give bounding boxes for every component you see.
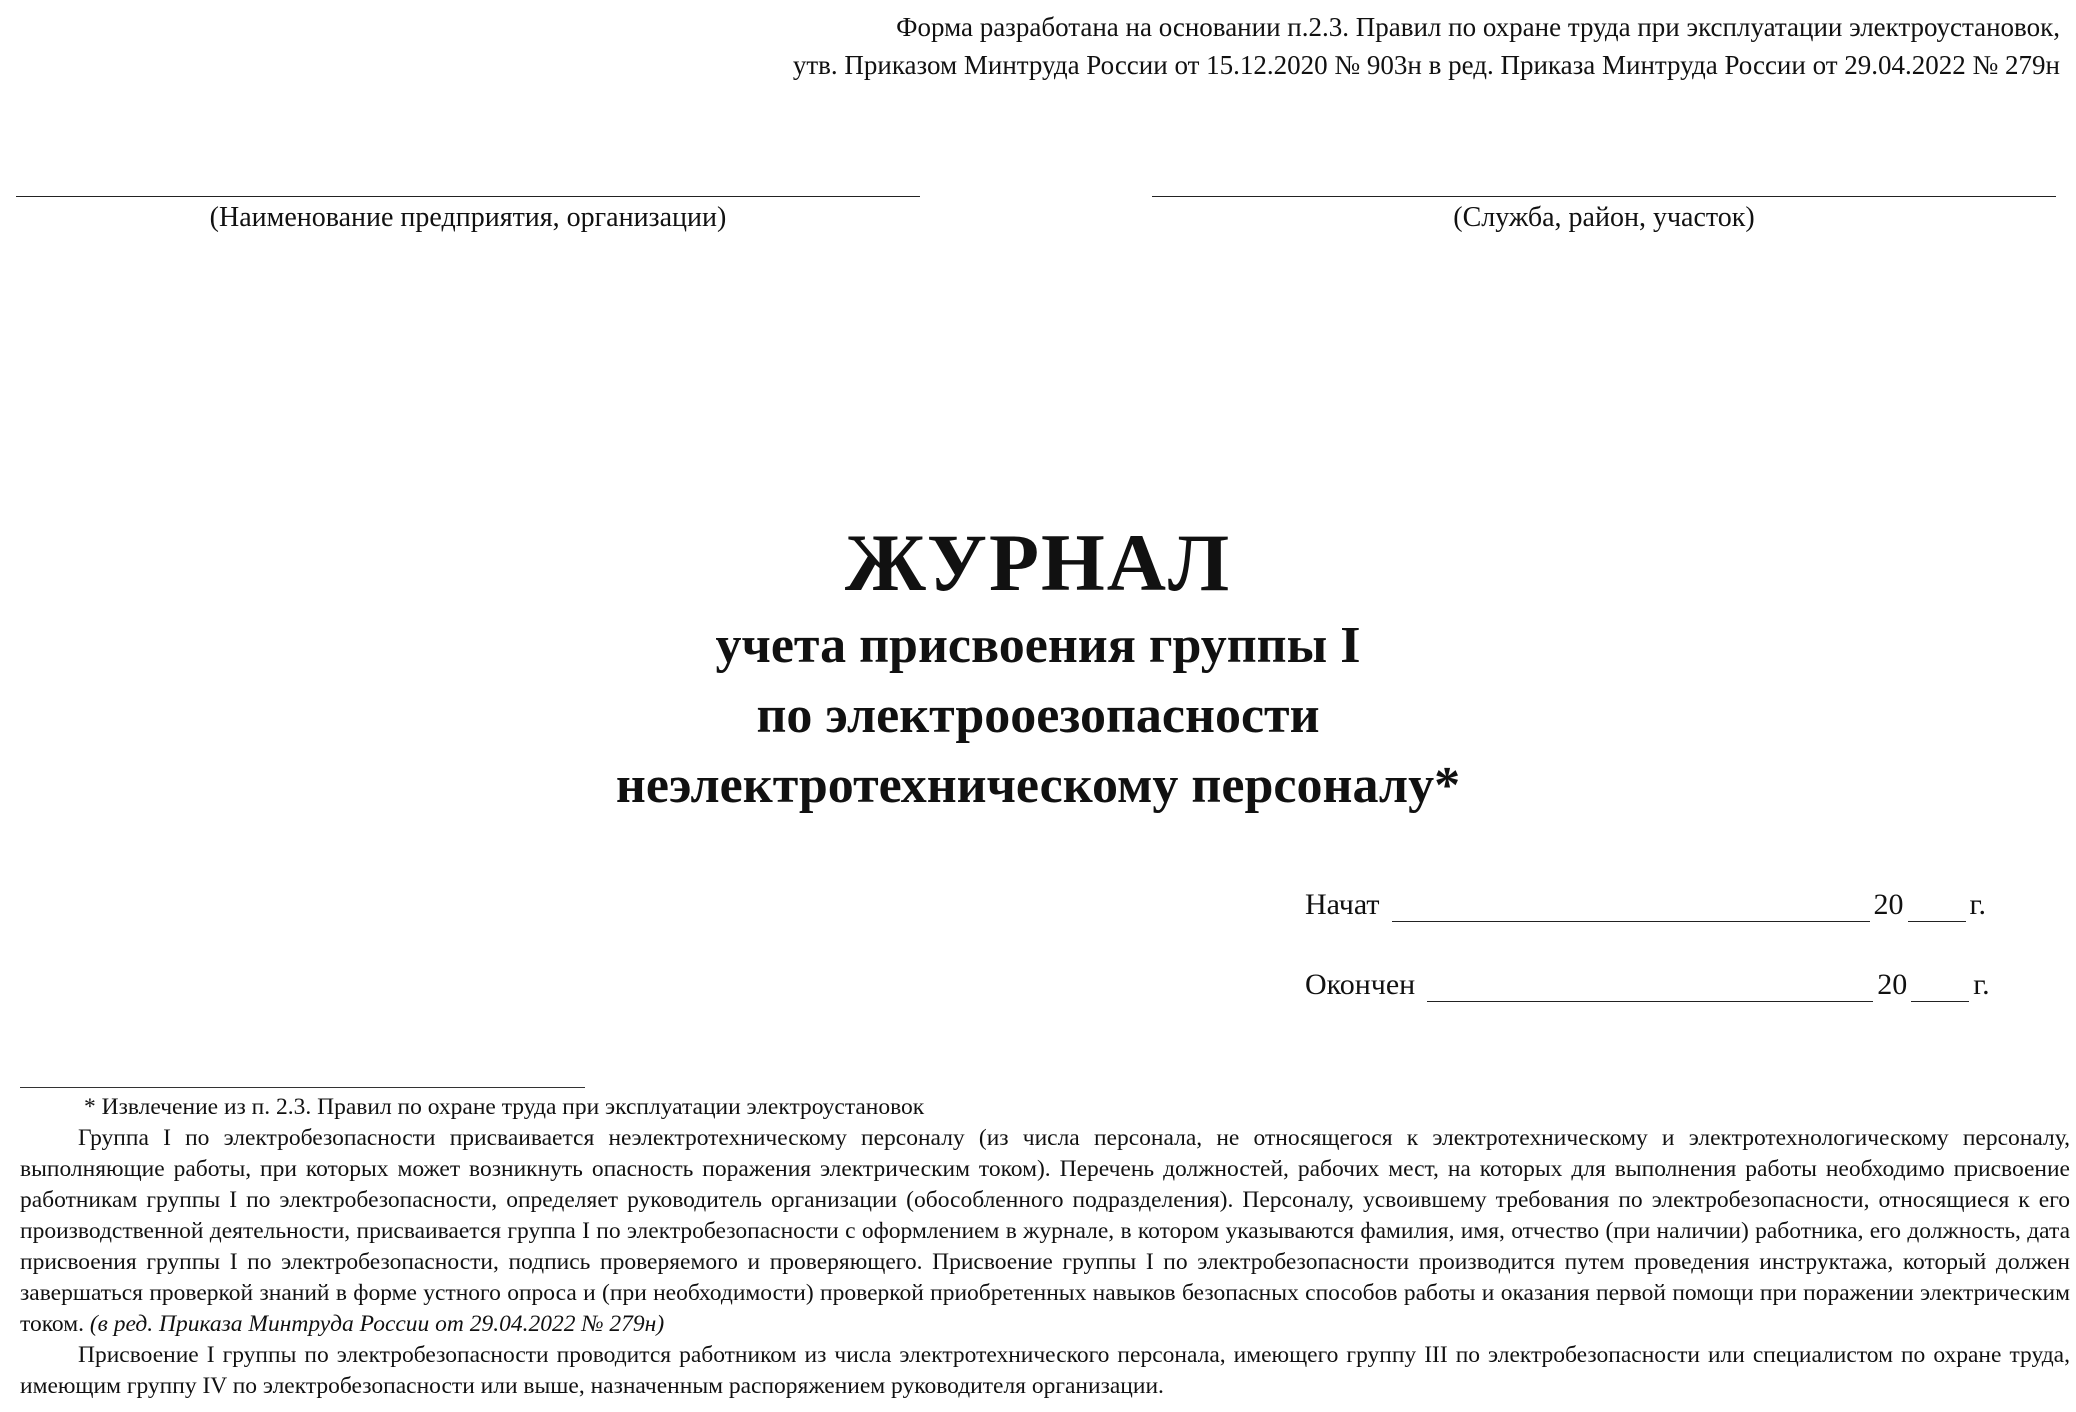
footnote-divider [20, 1087, 585, 1088]
footnote-paragraph-1 [20, 1123, 2070, 1340]
form-basis-line-2: утв. Приказом Минтруда России от 15.12.2020 № 903н в ред. Приказа Минтруда России от 29.04.2022 № 279н [792, 50, 2060, 80]
started-label: Начат [1305, 888, 1380, 921]
organization-caption: (Наименование предприятия, организации) [209, 202, 727, 233]
journal-title: ЖУРНАЛ [844, 517, 1232, 608]
journal-subtitle-line-3: неэлектротехническому персоналу* [615, 757, 1461, 814]
form-basis-note [793, 8, 2060, 84]
started-date-field[interactable] [1392, 895, 1870, 922]
ended-date-row [1305, 968, 1990, 1002]
journal-subtitle-line-2: по электрооезопасности [756, 687, 1320, 744]
ended-year-suffix: г. [1973, 968, 1990, 1001]
footnote-heading: * Извлечение из п. 2.3. Правил по охране труда при эксплуатации электроустановок [84, 1094, 925, 1120]
started-year-suffix: г. [1969, 888, 1986, 921]
form-basis-line-1: Форма разработана на основании п.2.3. Правил по охране труда при эксплуатации электроустановок, [896, 12, 2060, 42]
service-line[interactable] [1152, 196, 2056, 197]
ended-year-prefix: 20 [1877, 968, 1908, 1001]
service-caption: (Служба, район, участок) [1453, 202, 1755, 233]
footnote [20, 1092, 2070, 1402]
started-year-prefix: 20 [1873, 888, 1904, 921]
ended-label: Окончен [1305, 968, 1416, 1001]
started-year-field[interactable] [1908, 895, 1966, 922]
started-date-row [1305, 888, 1986, 922]
ended-date-field[interactable] [1427, 975, 1873, 1002]
journal-subtitle-line-1: учета присвоения группы I [715, 617, 1361, 674]
journal-title-block [0, 515, 2076, 821]
footnote-amendment: (в ред. Приказа Минтруда России от 29.04.2022 № 279н) [89, 1311, 665, 1337]
ended-year-field[interactable] [1911, 975, 1969, 1002]
organization-line[interactable] [16, 196, 920, 197]
footnote-paragraph-1-text: Группа I по электробезопасности присваивается неэлектротехническому персоналу (из числа персонала, не относящегося к электротехническому и электротехнологическому персоналу, выполняющие работы, при которых может возникнуть опасность поражения электрическим током). Перечень должностей, рабочих мест, на которых для выполнения работы необходимо присвоение работникам группы I по электробезопасности, определяет руководитель организации (обособленного подразделения). Персоналу, усвоившему требования по электробезопасности, относящиеся к его производственной деятельности, присваивается группа I по электробезопасности с оформлением в журнале, в котором указываются фамилия, имя, отчество (при наличии) работника, его должность, дата присвоения группы I по электробезопасности, подпись проверяемого и проверяющего. Присвоение группы I по электробезопасности производится путем проведения инструктажа, который должен завершаться проверкой знаний в форме устного опроса и (при необходимости) проверкой приобретенных навыков безопасных способов работы и оказания первой помощи при поражении электрическим током. [20, 1125, 2070, 1337]
footnote-paragraph-2: Присвоение I группы по электробезопасности проводится работником из числа электротехнического персонала, имеющего группу III по электробезопасности или специалистом по охране труда, имеющим группу IV по электробезопасности или выше, назначенным распоряжением руководителя организации. [20, 1342, 2070, 1399]
